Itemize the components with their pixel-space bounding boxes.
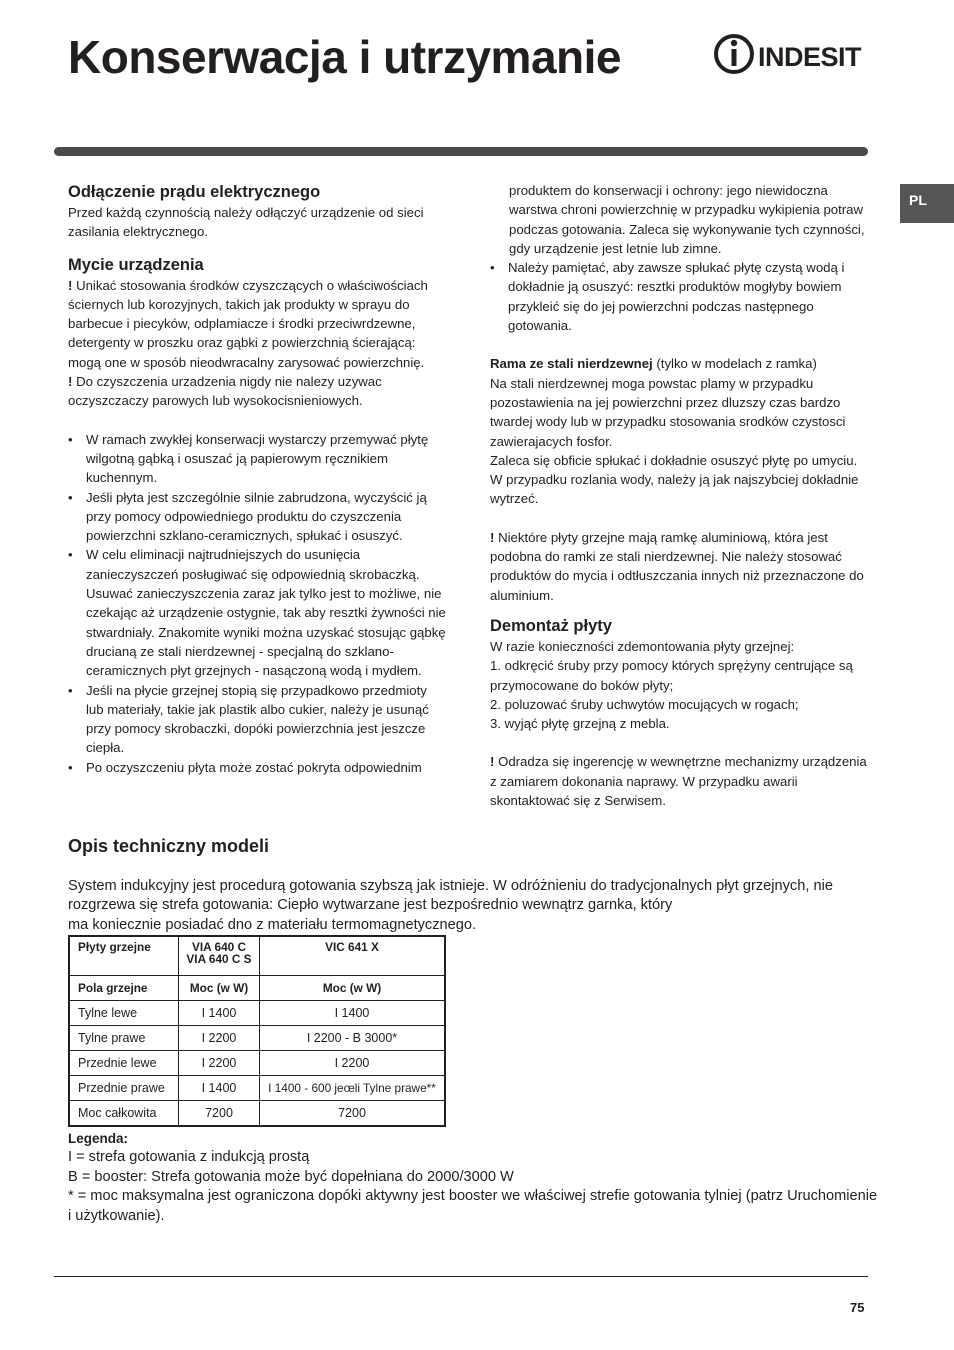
steel-frame-text: Na stali nierdzewnej moga powstac plamy w przypadku pozostawienia na jej powierzchni przez dluzszy czas bardzo twardej wody lub w przypadku stosowania srodków czystosci zawierajacych fosfor. — [490, 375, 846, 449]
list-item: • W celu eliminacji najtrudniejszych do usunięcia zanieczyszczeń posługiwać się odpowiednią skrobaczką. Usuwać zanieczyszczenia zaraz jak tylko jest to możliwe, nie czekając aż urządzenie ostygnie, tak aby resztki żywności nie stwardniały. Znakomite wyniki można uzyskać stosując gąbkę drucianą ze stali nierdzewnej - specjalną do szklano-ceramicznych płyt grzejnych - nasączoną wodą i mydłem. — [68, 545, 446, 680]
table-header-cell: Moc (w W) — [179, 976, 260, 1001]
table-header-cell: Pola grzejne — [69, 976, 179, 1001]
warning-mark: ! — [68, 277, 73, 293]
legend — [68, 1129, 878, 1226]
model-name: VIA 640 C S — [186, 952, 252, 966]
section-heading-cleaning: Mycie urządzenia — [68, 255, 204, 274]
power-text: Przed każdą czynnością należy odłączyć urządzenie od sieci zasilania elektrycznego. — [68, 205, 424, 240]
table-cell: Przednie lewe — [69, 1051, 179, 1076]
aluminium-warning-text: Niektóre płyty grzejne mają ramkę aluminiową, która jest podobna do ramki ze stali nierdzewnej. Nie należy stosować produktów do mycia i odtłuszczania innych niż przeznaczone do aluminium. — [490, 529, 864, 603]
table-header-cell: Moc (w W) — [260, 976, 446, 1001]
table-cell: Moc całkowita — [69, 1101, 179, 1127]
table-cell: I 1400 — [260, 1001, 446, 1026]
rinse-list — [490, 258, 870, 335]
warning-steam-text: Do czyszczenia urzadzenia nigdy nie nalezy uzywac oczyszczaczy parowych lub wysokocisnieniowych. — [68, 374, 382, 409]
table-cell: 7200 — [179, 1101, 260, 1127]
page-number: 75 — [850, 1300, 865, 1315]
legend-item: I = strefa gotowania z indukcją prostą — [68, 1149, 310, 1166]
brand-name: INDESIT — [758, 42, 862, 72]
table-row — [69, 1076, 445, 1101]
table-cell: Tylne prawe — [69, 1026, 179, 1051]
section-heading-specs: Opis techniczny modeli — [68, 836, 270, 856]
table-header-cell: VIC 641 X — [260, 936, 446, 976]
list-item: • W ramach zwykłej konserwacji wystarczy przemywać płytę wilgotną gąbką i osuszać ją papierowym ręcznikiem kuchennym. — [68, 430, 446, 488]
language-tab: PL — [900, 184, 954, 223]
removal-step: 3. wyjąć płytę grzejną z mebla. — [490, 716, 670, 732]
steel-frame-heading — [490, 354, 870, 373]
list-item: • Jeśli na płycie grzejnej stopią się przypadkowo przedmioty lub materiały, takie jak plastik albo cukier, należy je usunąć przy pomocy skrobaczki, dopóki powierzchnia jest jeszcze ciepła. — [68, 681, 446, 758]
table-cell: I 2200 — [260, 1051, 446, 1076]
table-cell: I 1400 — [179, 1001, 260, 1026]
list-item: • Jeśli płyta jest szczególnie silnie zabrudzona, wyczyścić ją przy pomocy odpowiedniego produktu do czyszczenia powierzchni szklano-ceramicznych, spłukać i osuszyć. — [68, 488, 446, 546]
table-cell: Tylne lewe — [69, 1001, 179, 1026]
table-cell: I 2200 — [179, 1026, 260, 1051]
warning-mark: ! — [490, 754, 495, 770]
removal-step: 2. poluzować śruby uchwytów mocujących w rogach; — [490, 696, 799, 712]
section-heading-removal: Demontaż płyty — [490, 616, 612, 635]
table-header-cell — [179, 936, 260, 976]
warning-mark: ! — [490, 529, 495, 545]
warning-abrasive-text: Unikać stosowania środków czyszczących o właściwościach ściernych lub korozyjnych, takich jak produkty w sprayu do barbecue i piecyków, odplamiacze i środki przeciwrdzewne, detergenty w proszku oraz gąbki z powierzchnią ścierającą: mogą one w sposób nieodwracalny zarysować powierzchnię. — [68, 277, 428, 370]
section-heading-power: Odłączenie prądu elektrycznego — [68, 183, 321, 201]
warning-abrasive — [68, 276, 446, 372]
specs-intro-line1: System indukcyjny jest procedurą gotowania szybszą jak istnieje. W odróżnieniu do tradycjonalnych płyt grzejnych, nie rozgrzewa się strefa gotowania: Ciepło wytwarzane jest bezpośrednio wewnątrz garnka, który — [68, 878, 833, 914]
specs-intro-line2: ma koniecznie posiadać dno z materiału termomagnetycznego. — [68, 916, 477, 933]
page-title: Konserwacja i utrzymanie — [68, 31, 621, 83]
table-header-cell: Płyty grzejne — [69, 936, 179, 976]
left-column — [68, 181, 446, 777]
aluminium-warning — [490, 528, 870, 605]
legend-title: Legenda: — [68, 1131, 129, 1146]
warning-steam — [68, 372, 446, 411]
right-column — [490, 181, 870, 810]
specs-table — [68, 935, 446, 1127]
table-subheader-row — [69, 976, 445, 1001]
list-item: • Po oczyszczeniu płyta może zostać pokryta odpowiednim — [68, 758, 446, 777]
list-continuation: produktem do konserwacji i ochrony: jego niewidoczna warstwa chroni powierzchnię w przypadku wykipienia potraw podczas gotowania. Zaleca się wykonywanie tych czynności, gdy urządzenie jest letnie lub zimne. — [509, 183, 865, 256]
list-item: • Należy pamiętać, aby zawsze spłukać płytę czystą wodą i dokładnie ją osuszyć: resztki produktów mogłyby bowiem przykleić się do jej powierzchni podczas następnego gotowania. — [490, 258, 870, 335]
cleaning-list — [68, 430, 446, 777]
repair-warning-text: Odradza się ingerencję w wewnętrzne mechanizmy urządzenia z zamiarem dokonania naprawy. W przypadku awarii skontaktować się z Serwisem. — [490, 754, 867, 809]
steel-frame-advice: Zaleca się obficie spłukać i dokładnie osuszyć płytę po umyciu. W przypadku rozlania wody, należy ją jak najszybciej dokładnie wytrzeć. — [490, 452, 859, 507]
table-cell: I 2200 — [179, 1051, 260, 1076]
removal-step: 1. odkręcić śruby przy pomocy których sprężyny centrujące są przymocowane do boków płyty; — [490, 658, 853, 693]
table-row — [69, 1001, 445, 1026]
table-row — [69, 1026, 445, 1051]
top-divider — [54, 147, 868, 156]
legend-item: * = moc maksymalna jest ograniczona dopóki aktywny jest booster we właściwej strefie gotowania tylniej (patrz Uruchomienie i użytkowanie). — [68, 1188, 878, 1224]
table-header-row — [69, 936, 445, 976]
model-name: VIA 640 C — [192, 940, 246, 954]
warning-mark: ! — [68, 374, 73, 390]
repair-warning — [490, 752, 870, 810]
table-cell: Przednie prawe — [69, 1076, 179, 1101]
table-cell: 7200 — [260, 1101, 446, 1127]
table-row — [69, 1101, 445, 1127]
steel-frame-title: Rama ze stali nierdzewnej — [490, 356, 653, 372]
table-row — [69, 1051, 445, 1076]
table-cell: I 2200 - B 3000* — [260, 1026, 446, 1051]
specs-intro — [68, 877, 878, 935]
removal-intro: W razie konieczności zdemontowania płyty grzejnej: — [490, 638, 795, 654]
table-cell: I 1400 — [179, 1076, 260, 1101]
table-cell: I 1400 - 600 jeœli Tylne prawe** — [260, 1076, 446, 1101]
bottom-divider — [54, 1276, 868, 1277]
steel-frame-note: (tylko w modelach z ramka) — [652, 356, 817, 372]
legend-item: B = booster: Strefa gotowania może być dopełniana do 2000/3000 W — [68, 1168, 514, 1185]
indesit-logo — [713, 32, 871, 78]
